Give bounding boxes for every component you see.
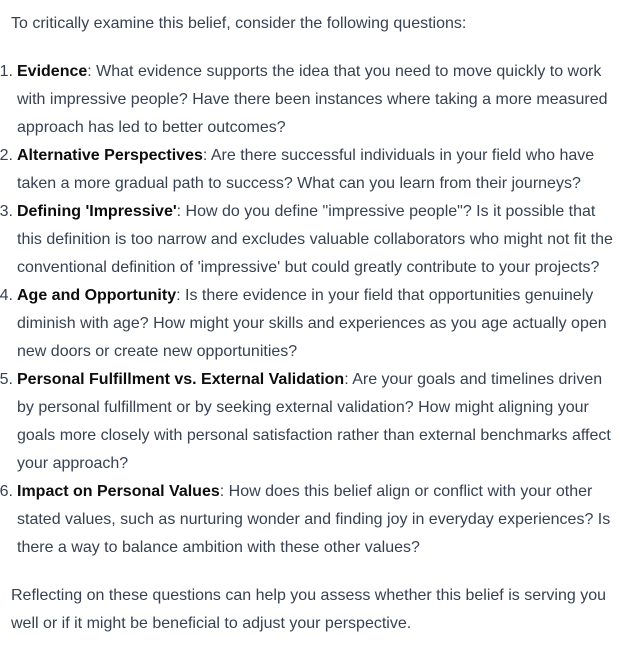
list-marker: 6. (0, 483, 13, 500)
list-marker: 4. (0, 287, 13, 304)
item-title: Age and Opportunity (17, 287, 177, 304)
list-item-text (17, 198, 617, 282)
item-body: : Is there evidence in your field that opportunities genuinely diminish with age? How might your skills and experiences as you age actually open new doors or create new opportunities? (17, 287, 607, 360)
list-item-text (17, 478, 617, 562)
list-item-text (17, 142, 617, 198)
item-body: : How do you define "impressive people"? Is it possible that this definition is too narrow and excludes valuable collaborators who might not fit the conventional definition of 'impressive' but could greatly contribute to your projects? (17, 203, 613, 276)
intro-paragraph: To critically examine this belief, consider the following questions: (11, 15, 467, 32)
list-marker: 1. (0, 63, 13, 80)
item-title: Personal Fulfillment vs. External Validation (17, 371, 345, 388)
item-body: : How does this belief align or conflict with your other stated values, such as nurturing wonder and finding joy in everyday experiences? Is there a way to balance ambition with these other values? (17, 483, 611, 556)
list-item (0, 282, 617, 366)
list-marker: 5. (0, 371, 13, 388)
list-item (0, 58, 617, 142)
list-item (0, 366, 617, 478)
item-body: : Are there successful individuals in your field who have taken a more gradual path to success? What can you learn from their journeys? (17, 147, 595, 192)
item-title: Alternative Perspectives (17, 147, 203, 164)
list-item (0, 142, 617, 198)
question-list (0, 58, 617, 562)
list-item (0, 198, 617, 282)
list-item-text (17, 58, 617, 142)
item-body: : What evidence supports the idea that you need to move quickly to work with impressive people? Have there been instances where taking a more measured approach has led to better outcomes? (17, 63, 608, 136)
item-body: : Are your goals and timelines driven by personal fulfillment or by seeking external validation? How might aligning your goals more closely with personal satisfaction rather than external benchmarks affect your approach? (17, 371, 611, 472)
item-title: Evidence (17, 63, 88, 80)
list-item-text (17, 366, 617, 478)
list-item-text (17, 282, 617, 366)
list-marker: 2. (0, 147, 13, 164)
outro-paragraph: Reflecting on these questions can help you assess whether this belief is serving you well or if it might be beneficial to adjust your perspective. (11, 587, 607, 632)
list-item (0, 478, 617, 562)
list-marker: 3. (0, 203, 13, 220)
item-title: Impact on Personal Values (17, 483, 220, 500)
item-title: Defining 'Impressive' (17, 203, 177, 220)
